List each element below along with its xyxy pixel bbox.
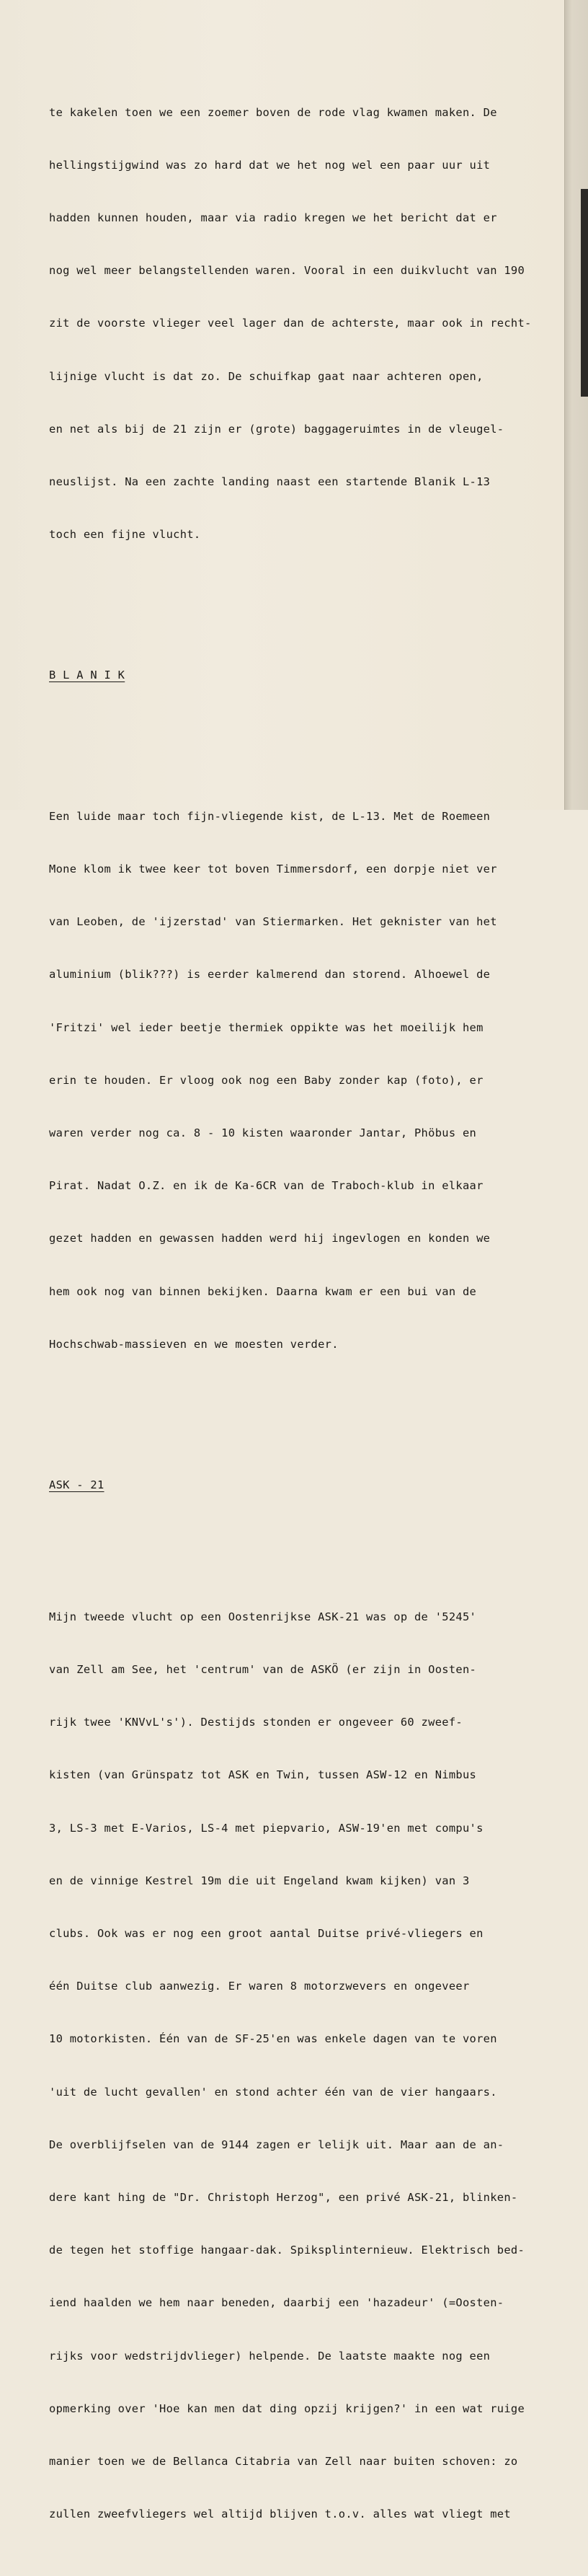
section-heading-blanik: B L A N I K [49, 669, 125, 682]
text-line: erin te houden. Er vloog ook nog een Baby zonder kap (foto), er [49, 1073, 484, 1087]
text-line: van Zell am See, het 'centrum' van de ASKÖ (er zijn in Oosten- [49, 1662, 477, 1676]
text-line: 10 motorkisten. Één van de SF-25'en was enkele dagen van te voren [49, 2032, 497, 2046]
text-line: Een luide maar toch fijn-vliegende kist, de L-13. Met de Roemeen [49, 809, 491, 823]
text-line: zit de voorste vlieger veel lager dan de achterste, maar ook in recht- [49, 317, 532, 330]
binder-tab [581, 189, 588, 397]
text-line: aluminium (blik???) is eerder kalmerend dan storend. Alhoewel de [49, 968, 491, 982]
text-line: de tegen het stoffige hangaar-dak. Spiksplinternieuw. Elektrisch bed- [49, 2244, 525, 2257]
text-line: Mijn tweede vlucht op een Oostenrijkse ASK-21 was op de '5245' [49, 1610, 477, 1623]
text-line: en de vinnige Kestrel 19m die uit Engeland kwam kijken) van 3 [49, 1874, 470, 1887]
text-line: 'uit de lucht gevallen' en stond achter één van de vier hangaars. [49, 2085, 497, 2099]
text-line: rijks voor wedstrijdvlieger) helpende. De laatste maakte nog een [49, 2349, 491, 2363]
text-line: neuslijst. Na een zachte landing naast een startende Blanik L-13 [49, 475, 491, 489]
text-line: rijk twee 'KNVvL's'). Destijds stonden er ongeveer 60 zweef- [49, 1716, 463, 1729]
text-line: gezet hadden en gewassen hadden werd hij ingevlogen en konden we [49, 1232, 491, 1245]
text-line: lijnige vlucht is dat zo. De schuifkap gaat naar achteren open, [49, 369, 484, 383]
text-line: en net als bij de 21 zijn er (grote) baggageruimtes in de vleugel- [49, 422, 504, 436]
text-line: Hochschwab-massieven en we moesten verder. [49, 1337, 339, 1351]
text-line: te kakelen toen we een zoemer boven de rode vlag kwamen maken. De [49, 105, 497, 119]
text-line: Pirat. Nadat O.Z. en ik de Ka-6CR van de Traboch-klub in elkaar [49, 1179, 484, 1193]
text-line: clubs. Ook was er nog een groot aantal Duitse privé-vliegers en [49, 1926, 484, 1940]
text-line: kisten (van Grünspatz tot ASK en Twin, tussen ASW-12 en Nimbus [49, 1768, 477, 1782]
text-line: De overblijfselen van de 9144 zagen er lelijk uit. Maar aan de an- [49, 2138, 504, 2151]
text-line: iend haalden we hem naar beneden, daarbij een 'hazadeur' (=Oosten- [49, 2296, 504, 2310]
paragraph-1 [49, 69, 553, 579]
text-line: hellingstijgwind was zo hard dat we het nog wel een paar uur uit [49, 158, 491, 172]
text-line: hem ook nog van binnen bekijken. Daarna kwam er een bui van de [49, 1284, 477, 1298]
text-line: nog wel meer belangstellenden waren. Vooral in een duikvlucht van 190 [49, 264, 525, 278]
text-line: van Leoben, de 'ijzerstad' van Stiermarken. Het geknister van het [49, 915, 497, 929]
text-line: manier toen we de Bellanca Citabria van Zell naar buiten schoven: zo [49, 2455, 518, 2469]
text-line: 3, LS-3 met E-Varios, LS-4 met piepvario, ASW-19'en met compu's [49, 1821, 484, 1835]
text-line: dere kant hing de "Dr. Christoph Herzog", een privé ASK-21, blinken- [49, 2191, 518, 2204]
text-line: hadden kunnen houden, maar via radio kregen we het bericht dat er [49, 211, 497, 225]
page-edge-shadow [564, 0, 588, 810]
paragraph-3 [49, 1573, 553, 2558]
text-line: waren verder nog ca. 8 - 10 kisten waaronder Jantar, Phöbus en [49, 1126, 477, 1139]
text-line: zullen zweefvliegers wel altijd blijven t.o.v. alles wat vliegt met [49, 2507, 511, 2521]
typewritten-text [49, 33, 553, 2576]
text-line: Mone klom ik twee keer tot boven Timmersdorf, een dorpje niet ver [49, 862, 497, 875]
text-line: 'Fritzi' wel ieder beetje thermiek oppikte was het moeilijk hem [49, 1020, 484, 1034]
text-line: één Duitse club aanwezig. Er waren 8 motorzwevers en ongeveer [49, 1980, 470, 1993]
paragraph-2 [49, 772, 553, 1388]
text-line: toch een fijne vlucht. [49, 528, 201, 542]
text-line: opmerking over 'Hoe kan men dat ding opzij krijgen?' in een wat ruige [49, 2401, 525, 2415]
section-heading-ask-21: ASK - 21 [49, 1478, 104, 1491]
